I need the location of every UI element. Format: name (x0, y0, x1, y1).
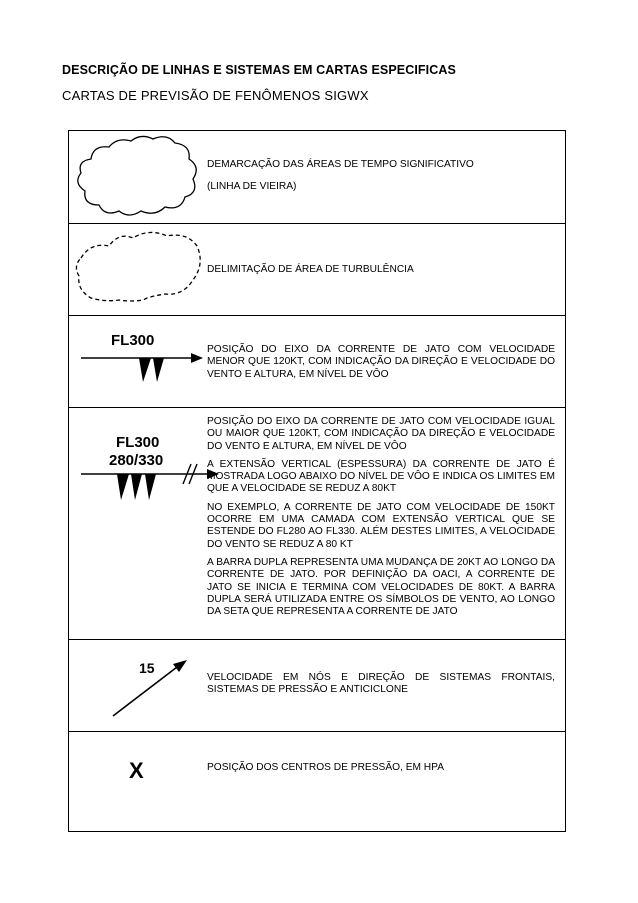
jet-stream-double-bar-icon (69, 408, 206, 640)
pressure-center-icon: X (129, 758, 144, 783)
jet-stream-double-bar-symbol (69, 408, 206, 639)
row-description (207, 762, 555, 774)
row-description (207, 344, 555, 381)
table-row (69, 315, 565, 407)
row-description (207, 159, 555, 194)
description-paragraph: POSIÇÃO DO EIXO DA CORRENTE DE JATO COM VELOCIDADE MENOR QUE 120KT, COM INDICAÇÃO DA DIREÇÃO E VELOCIDADE DO VENTO E ALTURA, EM NÍVEL DE VÔO (207, 344, 555, 380)
document-title: DESCRIÇÃO DE LINHAS E SISTEMAS EM CARTAS ESPECIFICAS (62, 63, 456, 77)
symbols-table (68, 130, 566, 832)
description-line: (LINHA DE VIEIRA) (207, 181, 297, 193)
flight-level-label: FL300 (111, 332, 155, 349)
description-paragraph: A BARRA DUPLA REPRESENTA UMA MUDANÇA DE 20KT AO LONGO DA CORRENTE DE JATO. POR DEFINIÇÃO DA OACI, A CORRENTE DE JATO SE INICIA E TERMINA COM VELOCIDADES DE 80KT. A BARRA DUPLA SERÁ UTILIZADA ENTRE OS SÍMBOLOS DE VENTO, AO LONGO DA SETA QUE REPRESENTA A CORRENTE DE JATO (207, 556, 555, 618)
description-line: DEMARCAÇÃO DAS ÁREAS DE TEMPO SIGNIFICATIVO (207, 159, 474, 170)
row-description (207, 264, 555, 276)
row-description (207, 416, 555, 618)
table-row (69, 223, 565, 315)
description-line: POSIÇÃO DOS CENTROS DE PRESSÃO, EM HPA (207, 762, 444, 773)
jet-stream-arrow-icon (69, 316, 206, 408)
description-paragraph: NO EXEMPLO, A CORRENTE DE JATO COM VELOCIDADE DE 150KT OCORRE EM UMA CAMADA COM EXTENSÃO VERTICAL QUE SE ESTENDE DO FL280 AO FL330. ALÉM DESTES LIMITES, A VELOCIDADE DO VENTO SE REDUZ A 80 KT (207, 501, 555, 550)
scalloped-cloud-icon (69, 131, 206, 223)
description-paragraph: A EXTENSÃO VERTICAL (ESPESSURA) DA CORRENTE DE JATO É MOSTRADA LOGO ABAIXO DO NÍVEL DE VÔO E INDICA OS LIMITES EM QUE A VELOCIDADE SE REDUZ A 80KT (207, 458, 555, 495)
row-description (207, 672, 555, 697)
scalloped-cloud-symbol (69, 131, 206, 223)
table-row (69, 131, 565, 223)
jet-stream-symbol (69, 316, 206, 407)
front-arrow-symbol (69, 640, 206, 731)
description-paragraph: POSIÇÃO DO EIXO DA CORRENTE DE JATO COM VELOCIDADE IGUAL OU MAIOR QUE 120KT, COM INDICAÇÃO DA DIREÇÃO E VELOCIDADE DO VENTO E ALTURA, EM NÍVEL DE VÔO (207, 416, 555, 452)
flight-level-label: FL300 (116, 434, 160, 451)
document-subtitle: CARTAS DE PREVISÃO DE FENÔMENOS SIGWX (62, 88, 369, 103)
description-line: DELIMITAÇÃO DE ÁREA DE TURBULÊNCIA (207, 264, 414, 275)
table-row (69, 639, 565, 731)
front-arrow-icon (69, 640, 206, 732)
dashed-area-icon (69, 224, 206, 316)
speed-label: 15 (139, 660, 155, 676)
table-row (69, 407, 565, 639)
vertical-extent-label: 280/330 (109, 452, 164, 469)
dashed-area-symbol (69, 224, 206, 315)
pressure-center-symbol (69, 732, 206, 831)
table-row (69, 731, 565, 831)
description-paragraph: VELOCIDADE EM NÓS E DIREÇÃO DE SISTEMAS FRONTAIS, SISTEMAS DE PRESSÃO E ANTICICLONE (207, 672, 555, 696)
